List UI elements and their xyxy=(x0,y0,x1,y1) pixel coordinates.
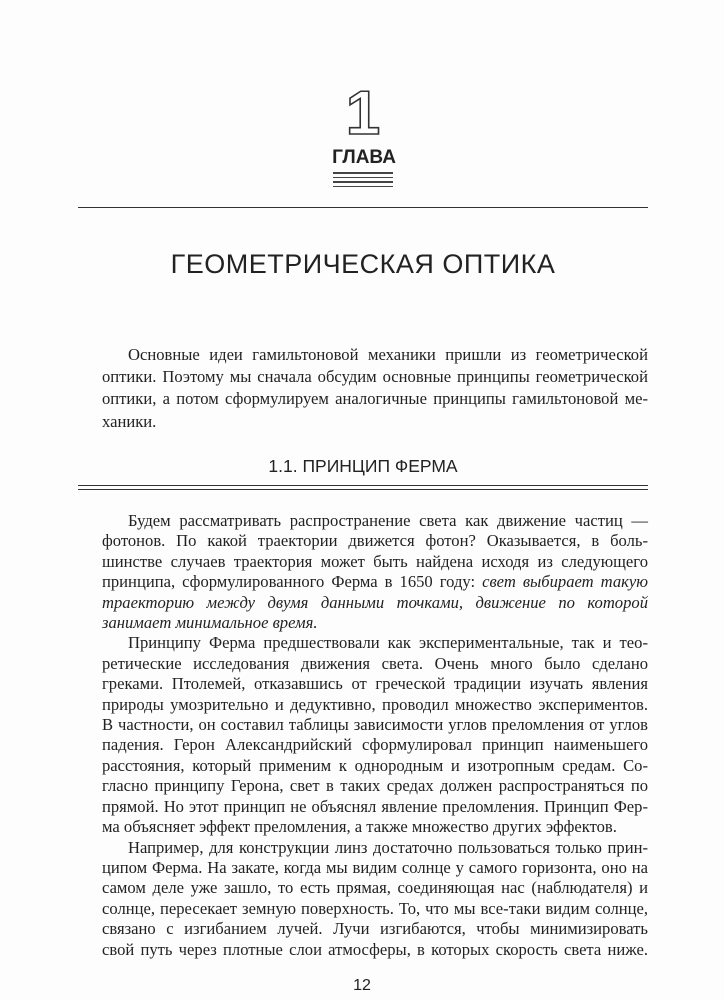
italic-text: занимает минимальное время. xyxy=(102,613,318,633)
text-span: принципа, сформулированного Ферма в 1650 году: xyxy=(102,572,483,592)
text-line: Будем рассматривать распространение света как движение частиц — xyxy=(128,511,648,530)
text-line: ма объясняет эффект преломления, а также множество других эффектов. xyxy=(102,817,617,837)
text-line: самом деле уже зашло, то есть прямая, соединяющая нас (наблюдателя) и xyxy=(102,878,648,898)
text-line: ханики. xyxy=(102,411,157,431)
text-line: В частности, он составил таблицы зависимости углов преломления от углов xyxy=(102,715,648,735)
text-line: свой путь через плотные слои атмосферы, в которых скорость света ниже. xyxy=(102,939,648,959)
text-line: связано с изгибанием лучей. Лучи изгибаются, чтобы минимизировать xyxy=(102,919,648,939)
text-line xyxy=(102,613,648,633)
italic-text: свет выбирает такую xyxy=(482,572,648,592)
chapter-rule xyxy=(78,207,648,208)
text-line: Основные идеи гамильтоновой механики пришли из геометрической xyxy=(128,345,648,364)
chapter-label: ГЛАВА xyxy=(332,147,396,168)
chapter-number: 1 xyxy=(345,79,381,148)
text-line: солнце, пересекает земную поверхность. То, что мы все-таки видим солнце, xyxy=(102,898,648,918)
text-line xyxy=(102,572,648,592)
text-line: падения. Герон Александрийский сформулировал принцип наименьшего xyxy=(102,735,648,755)
text-line: природы умозрительно и дедуктивно, проводил множество экспериментов. xyxy=(102,694,648,714)
page-number: 12 xyxy=(353,977,371,994)
section-heading: 1.1. ПРИНЦИП ФЕРМА xyxy=(268,456,458,476)
text-line: греками. Птолемей, отказавшись от греческой традиции изучать явления xyxy=(102,674,648,694)
paragraph-1 xyxy=(102,511,648,960)
text-line: шинстве случаев траектория может быть найдена исходя из следующего xyxy=(102,551,648,571)
text-line: ретические исследования движения света. Очень много было сделано xyxy=(102,653,648,673)
intro-paragraph xyxy=(102,344,648,433)
text-line: оптики. Поэтому мы сначала обсудим основные принципы геометрической xyxy=(102,367,648,387)
section-rule xyxy=(78,489,648,490)
italic-text: траекторию между двумя данными точками, движение по которой xyxy=(102,592,648,612)
text-line xyxy=(102,593,648,613)
text-line: прямой. Но этот принцип не объяснял явление преломления. Принцип Фер- xyxy=(102,796,648,816)
section-rule xyxy=(78,485,648,486)
text-line: фотонов. По какой траектории движется фотон? Оказывается, в боль- xyxy=(102,531,648,551)
text-line: Принципу Ферма предшествовали как экспериментальные, так и тео- xyxy=(128,633,648,653)
chapter-decoration xyxy=(333,172,393,190)
text-line: ципом Ферма. На закате, когда мы видим солнце у самого горизонта, оно на xyxy=(102,857,648,877)
text-line: Например, для конструкции линз достаточно пользоваться только прин- xyxy=(128,837,648,857)
text-line: расстояния, который применим к однородным и изотропным средам. Со- xyxy=(102,755,648,775)
text-line: оптики, а потом сформулируем аналогичные принципы гамильтоновой ме- xyxy=(102,389,648,409)
chapter-title: ГЕОМЕТРИЧЕСКАЯ ОПТИКА xyxy=(170,249,556,279)
text-line: гласно принципу Герона, свет в таких средах должен распространяться по xyxy=(102,776,648,796)
